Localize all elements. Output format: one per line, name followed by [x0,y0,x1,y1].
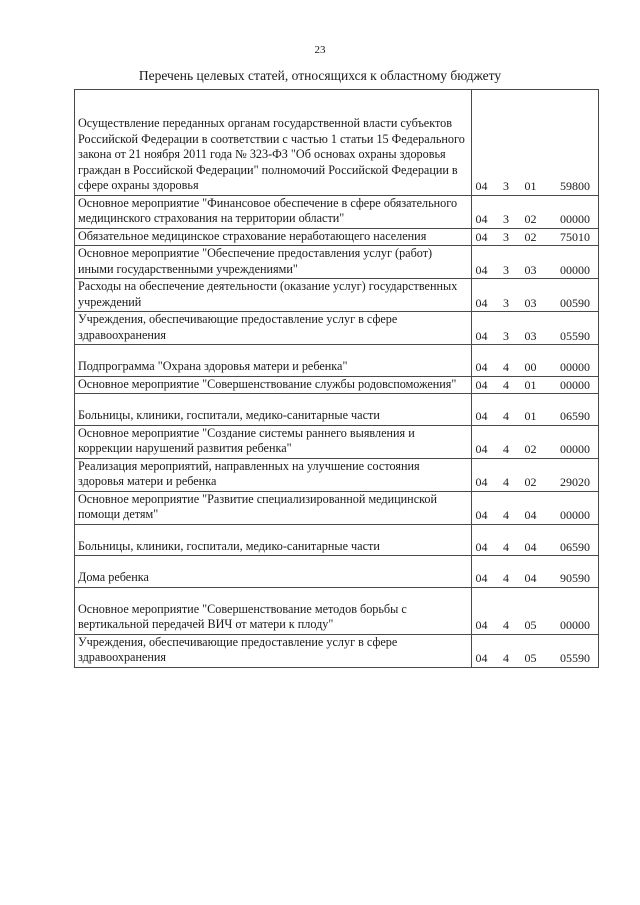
row-description: Дома ребенка [75,556,472,588]
code-program: 04 [475,571,488,585]
code-direction: 00000 [560,212,590,226]
row-codes [471,376,599,394]
row-description: Реализация мероприятий, направленных на улучшение состояния здоровья матери и ребенка [75,458,472,491]
code-program: 04 [475,212,488,226]
row-codes [471,491,599,524]
row-description: Больницы, клиники, госпитали, медико-санитарные части [75,524,472,556]
code-direction: 06590 [560,539,590,554]
row-codes [471,524,599,556]
code-direction: 59800 [560,179,590,193]
code-direction: 06590 [560,409,590,423]
row-codes [471,556,599,588]
code-program: 04 [475,475,488,489]
code-subprogram: 4 [503,377,509,392]
code-program: 04 [475,328,488,343]
code-event: 01 [524,409,537,423]
row-description: Обязательное медицинское страхование неработающего населения [75,228,472,246]
code-event: 03 [524,328,537,343]
table-row [75,90,599,196]
row-codes [471,195,599,228]
code-subprogram: 3 [503,229,509,244]
target-articles-table [74,89,599,668]
row-codes [471,279,599,312]
table-row [75,246,599,279]
code-event: 05 [524,618,537,632]
code-direction: 00000 [560,377,590,392]
code-event: 02 [524,229,537,244]
table-row [75,345,599,377]
row-description: Основное мероприятие "Обеспечение предоставления услуг (работ) иными государственными учреждениями" [75,246,472,279]
row-description: Учреждения, обеспечивающие предоставление услуг в сфере здравоохранения [75,634,472,667]
page-number: 23 [314,44,326,56]
code-subprogram: 4 [503,508,509,522]
row-codes [471,312,599,345]
code-event: 03 [524,262,537,277]
row-codes [471,587,599,634]
code-program: 04 [475,409,488,423]
row-description: Основное мероприятие "Совершенствование методов борьбы с вертикальной передачей ВИЧ от матери к плоду" [75,587,472,634]
row-description: Расходы на обеспечение деятельности (оказание услуг) государственных учреждений [75,279,472,312]
row-description: Основное мероприятие "Финансовое обеспечение в сфере обязательного медицинского страхования на территории области" [75,195,472,228]
row-description: Учреждения, обеспечивающие предоставление услуг в сфере здравоохранения [75,312,472,345]
code-event: 01 [524,179,537,193]
code-program: 04 [475,262,488,277]
code-subprogram: 4 [503,651,509,665]
row-codes [471,634,599,667]
row-codes [471,246,599,279]
code-direction: 05590 [560,651,590,665]
code-event: 04 [524,539,537,554]
code-direction: 00000 [560,360,590,374]
table-row [75,279,599,312]
code-direction: 00000 [560,442,590,456]
code-event: 01 [524,377,537,392]
code-direction: 90590 [560,571,590,585]
code-subprogram: 3 [503,179,509,193]
row-description: Основное мероприятие "Создание системы раннего выявления и коррекции нарушений развития ребенка" [75,425,472,458]
table-row [75,195,599,228]
code-event: 03 [524,295,537,310]
code-subprogram: 4 [503,618,509,632]
code-program: 04 [475,295,488,310]
row-codes [471,394,599,426]
code-event: 02 [524,212,537,226]
code-event: 04 [524,571,537,585]
table-row [75,228,599,246]
code-event: 04 [524,508,537,522]
row-description: Основное мероприятие "Совершенствование службы родовспоможения" [75,376,472,394]
code-event: 02 [524,475,537,489]
code-program: 04 [475,229,488,244]
code-program: 04 [475,442,488,456]
table-row [75,587,599,634]
code-direction: 00000 [560,262,590,277]
code-subprogram: 4 [503,571,509,585]
row-description: Основное мероприятие "Развитие специализированной медицинской помощи детям" [75,491,472,524]
code-subprogram: 4 [503,539,509,554]
table-row [75,312,599,345]
table-row [75,458,599,491]
code-direction: 00590 [560,295,590,310]
code-program: 04 [475,377,488,392]
code-direction: 75010 [560,229,590,244]
table-row [75,425,599,458]
row-codes [471,345,599,377]
row-codes [471,458,599,491]
row-description: Больницы, клиники, госпитали, медико-санитарные части [75,394,472,426]
code-event: 02 [524,442,537,456]
table-row [75,376,599,394]
code-subprogram: 4 [503,475,509,489]
table-row [75,556,599,588]
document-title: Перечень целевых статей, относящихся к областному бюджету [138,68,502,83]
row-codes [471,425,599,458]
code-program: 04 [475,651,488,665]
row-codes [471,90,599,196]
code-subprogram: 3 [503,262,509,277]
code-subprogram: 3 [503,295,509,310]
row-codes [471,228,599,246]
table-row [75,634,599,667]
code-program: 04 [475,618,488,632]
code-subprogram: 3 [503,212,509,226]
table-row [75,524,599,556]
code-subprogram: 4 [503,442,509,456]
code-direction: 00000 [560,618,590,632]
code-direction: 00000 [560,508,590,522]
code-subprogram: 3 [503,328,509,343]
table-row [75,394,599,426]
code-subprogram: 4 [503,360,509,374]
code-program: 04 [475,539,488,554]
code-program: 04 [475,360,488,374]
code-direction: 05590 [560,328,590,343]
code-subprogram: 4 [503,409,509,423]
row-description: Осуществление переданных органам государственной власти субъектов Российской Федерации в соответствии с частью 1 статьи 15 Федерального закона от 21 ноября 2011 года № 323-ФЗ "Об основах охраны здоровья граждан в Российской Федерации" полномочий Российской Федерации в сфере охраны здоровья [75,90,472,196]
code-program: 04 [475,179,488,193]
row-description: Подпрограмма "Охрана здоровья матери и ребенка" [75,345,472,377]
code-event: 05 [524,651,537,665]
code-program: 04 [475,508,488,522]
table-row [75,491,599,524]
code-event: 00 [524,360,537,374]
code-direction: 29020 [560,475,590,489]
